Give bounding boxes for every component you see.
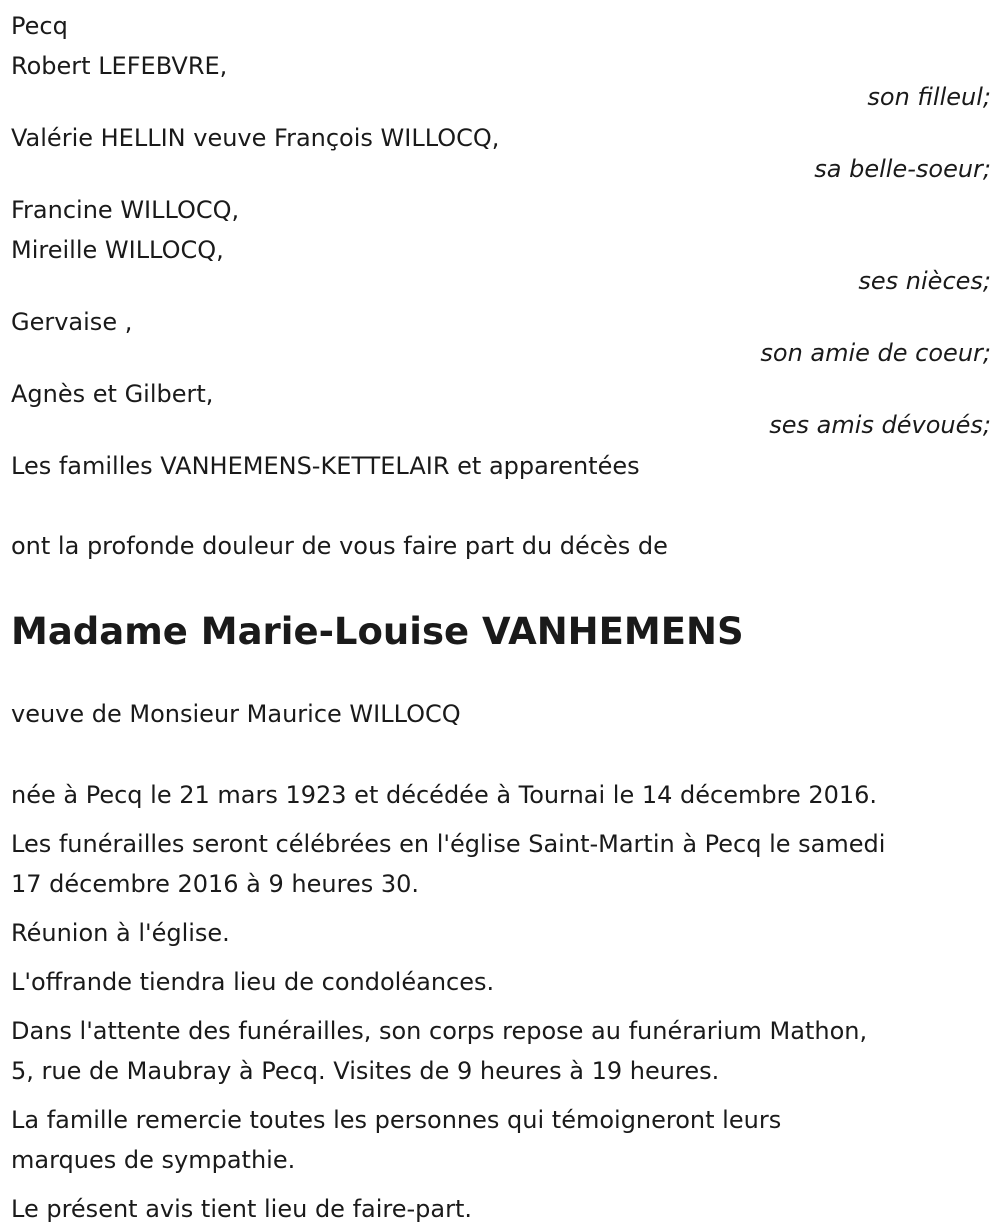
mourner-role: son filleul; <box>867 83 991 111</box>
deceased-name: Madame Marie-Louise VANHEMENS <box>11 610 744 653</box>
funeral-line: Les funérailles seront célébrées en l'église Saint-Martin à Pecq le samedi <box>11 830 886 858</box>
mourner-role: sa belle-soeur; <box>814 155 991 183</box>
meeting-text: Réunion à l'église. <box>11 919 230 947</box>
mourner-group-nieces <box>11 190 991 293</box>
mourner-name: Francine WILLOCQ, <box>11 196 240 224</box>
mourner-name: Agnès et Gilbert, <box>11 380 214 408</box>
thanks-line: La famille remercie toutes les personnes qui témoigneront leurs <box>11 1106 782 1134</box>
mourner-name: Mireille WILLOCQ, <box>11 236 224 264</box>
obituary-notice <box>11 0 991 1229</box>
announcement-text: ont la profonde douleur de vous faire part du décès de <box>11 532 668 560</box>
widow-of-text: veuve de Monsieur Maurice WILLOCQ <box>11 700 461 728</box>
mourner-group-godson <box>11 46 991 109</box>
rest-line: Dans l'attente des funérailles, son corps repose au funérarium Mathon, <box>11 1017 868 1045</box>
offering-text: L'offrande tiendra lieu de condoléances. <box>11 968 495 996</box>
mourner-group-families <box>11 446 991 486</box>
mourner-role: ses amis dévoués; <box>769 411 991 439</box>
mourner-role: ses nièces; <box>858 267 991 295</box>
mourner-role: son amie de coeur; <box>760 339 991 367</box>
mourner-group-companion <box>11 302 991 365</box>
mourner-name: Les familles VANHEMENS-KETTELAIR et apparentées <box>11 452 640 480</box>
rest-paragraph <box>11 1011 991 1091</box>
thanks-paragraph <box>11 1100 991 1180</box>
mourner-group-friends <box>11 374 991 437</box>
mourner-name: Gervaise , <box>11 308 133 336</box>
rest-line: 5, rue de Maubray à Pecq. Visites de 9 heures à 19 heures. <box>11 1057 720 1085</box>
birth-death-text: née à Pecq le 21 mars 1923 et décédée à Tournai le 14 décembre 2016. <box>11 781 878 809</box>
thanks-line: marques de sympathie. <box>11 1146 296 1174</box>
funeral-paragraph <box>11 824 991 904</box>
closing-text: Le présent avis tient lieu de faire-part. <box>11 1195 473 1223</box>
city-name: Pecq <box>11 12 68 40</box>
mourner-name: Robert LEFEBVRE, <box>11 52 228 80</box>
funeral-line: 17 décembre 2016 à 9 heures 30. <box>11 870 420 898</box>
mourner-group-sister-in-law <box>11 118 991 181</box>
mourner-name: Valérie HELLIN veuve François WILLOCQ, <box>11 124 500 152</box>
